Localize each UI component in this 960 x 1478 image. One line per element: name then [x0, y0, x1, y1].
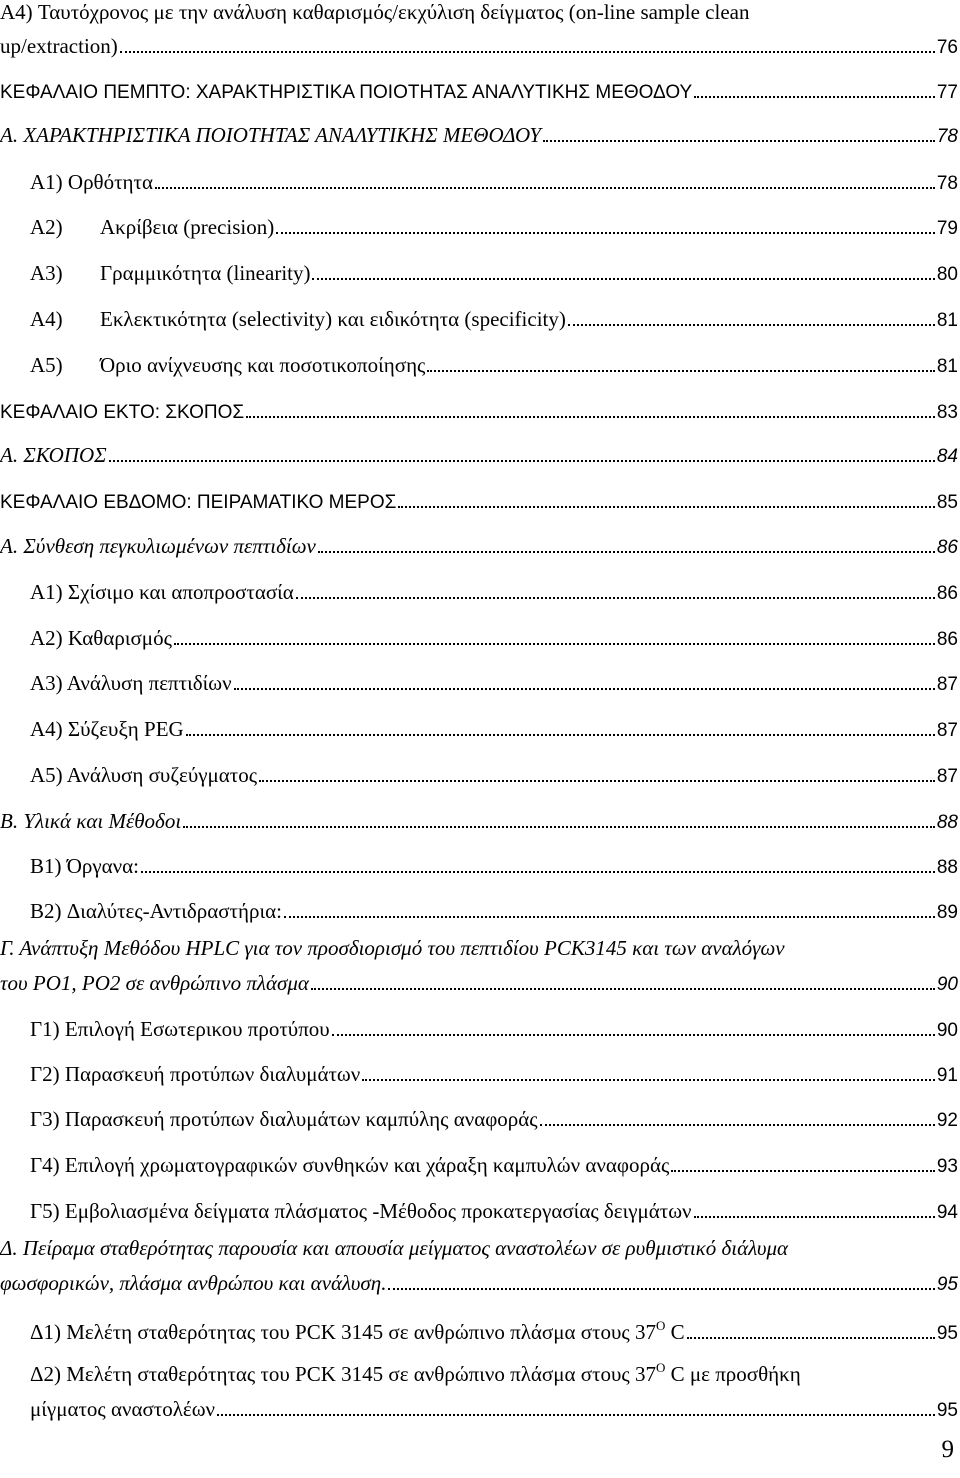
toc-page-number: 78: [936, 126, 958, 147]
toc-page-number: 87: [936, 766, 958, 787]
toc-entry-label: A2): [30, 215, 63, 239]
toc-page-number: 90: [936, 1020, 958, 1041]
dot-leader: [284, 916, 935, 918]
toc-entry-title: Γ5) Εμβολιασμένα δείγματα πλάσματος -Μέθοδος προκατεργασίας δειγμάτων: [30, 1199, 692, 1223]
toc-entry-title: Γ1) Επιλογή Εσωτερικου προτύπου: [30, 1017, 330, 1041]
toc-page-number: 86: [936, 583, 958, 604]
dot-leader: [276, 232, 935, 234]
toc-entry-title: Α. ΣΚΟΠΟΣ: [0, 443, 107, 467]
toc-entry[interactable]: [30, 1012, 958, 1042]
toc-entry-title: Γραμμικότητα (linearity): [100, 261, 311, 285]
toc-page-number: 78: [936, 173, 958, 194]
toc-entry-title: Α3) Ανάλυση πεπτιδίων: [30, 671, 232, 695]
dot-leader: [388, 1288, 934, 1290]
toc-page-number: 93: [936, 1156, 958, 1177]
toc-entry[interactable]: [0, 966, 958, 996]
toc-entry-line: A4) Ταυτόχρονος με την ανάλυση καθαρισμός/εκχύλιση δείγματος (on-line sample clean: [0, 0, 750, 24]
toc-page-number: 80: [936, 264, 958, 285]
toc-entry-label: A4): [30, 307, 63, 331]
dot-leader: [694, 1216, 935, 1218]
toc-page-number: 76: [936, 37, 958, 58]
toc-entry[interactable]: [30, 348, 958, 378]
toc-page-number: 91: [936, 1065, 958, 1086]
toc-entry-title: A1) Ορθότητα: [30, 170, 153, 194]
toc-entry[interactable]: [0, 29, 958, 59]
toc-entry[interactable]: [30, 1194, 958, 1224]
dot-leader: [120, 51, 935, 53]
toc-entry[interactable]: [30, 302, 958, 332]
toc-page-number: 89: [936, 902, 958, 923]
dot-leader: [234, 688, 935, 690]
toc-entry[interactable]: [30, 210, 958, 240]
toc-entry[interactable]: [30, 758, 958, 788]
dot-leader: [332, 1034, 935, 1036]
toc-entry-title-part: C: [665, 1320, 685, 1344]
toc-entry-title: B2) Διαλύτες-Αντιδραστήρια:: [30, 899, 282, 923]
dot-leader: [671, 1170, 935, 1172]
toc-entry[interactable]: [30, 575, 958, 605]
dot-leader: [155, 187, 935, 189]
dot-leader: [540, 1124, 935, 1126]
toc-entry-title: ΚΕΦΑΛΑΙΟ ΠΕΜΠΤΟ: ΧΑΡΑΚΤΗΡΙΣΤΙΚΑ ΠΟΙΟΤΗΤΑΣ ΑΝΑΛΥΤΙΚΗΣ ΜΕΘΟΔΟΥ: [0, 82, 693, 103]
toc-entry[interactable]: [0, 118, 958, 148]
toc-entry-title: ΚΕΦΑΛΑΙΟ ΕΚΤΟ: ΣΚΟΠΟΣ: [0, 402, 245, 423]
toc-entry-title: του PO1, PO2 σε ανθρώπινο πλάσμα: [0, 971, 309, 995]
toc-entry[interactable]: [30, 1148, 958, 1178]
toc-page-number: 92: [936, 1110, 958, 1131]
toc-page-number: 84: [936, 446, 958, 467]
toc-entry-title: A1) Σχίσιμο και αποπροστασία: [30, 580, 294, 604]
toc-page-number: 85: [936, 492, 958, 513]
toc-page-number: 95: [936, 1274, 958, 1295]
toc-entry[interactable]: [0, 1266, 958, 1296]
dot-leader: [296, 597, 935, 599]
toc-entry[interactable]: [30, 712, 958, 742]
toc-entry[interactable]: [30, 894, 958, 924]
toc-entry[interactable]: [30, 849, 958, 879]
toc-entry[interactable]: [30, 165, 958, 195]
toc-page-number: 83: [936, 402, 958, 423]
dot-leader: [312, 278, 934, 280]
toc-entry-line: Γ. Ανάπτυξη Μεθόδου HPLC για τον προσδιορισμό του πεπτιδίου PCK3145 και των αναλόγων: [0, 936, 785, 960]
toc-entry[interactable]: [30, 1057, 958, 1087]
toc-entry[interactable]: [30, 1392, 958, 1422]
toc-entry[interactable]: [0, 74, 958, 104]
toc-page-number: 86: [936, 537, 958, 558]
toc-entry[interactable]: [0, 394, 958, 424]
toc-entry[interactable]: [0, 484, 958, 514]
dot-leader: [318, 551, 935, 553]
toc-entry-title: μίγματος αναστολέων: [30, 1397, 216, 1421]
toc-entry-title: A. ΧΑΡΑΚΤΗΡΙΣΤΙΚΑ ΠΟΙΟΤΗΤΑΣ ΑΝΑΛΥΤΙΚΗΣ ΜΕΘΟΔΟΥ: [0, 123, 542, 147]
toc-entry-title-part: Δ2) Μελέτη σταθερότητας του PCK 3145 σε ανθρώπινο πλάσμα στους 37: [30, 1362, 656, 1386]
toc-entry-label: A5): [30, 353, 63, 377]
toc-entry-title: ΚΕΦΑΛΑΙΟ ΕΒΔΟΜΟ: ΠΕΙΡΑΜΑΤΙΚΟ ΜΕΡΟΣ: [0, 492, 397, 513]
toc-entry-title: Β. Υλικά και Μέθοδοι: [0, 809, 182, 833]
dot-leader: [398, 506, 935, 508]
dot-leader: [217, 1414, 935, 1416]
dot-leader: [259, 780, 935, 782]
toc-page-number: 86: [936, 629, 958, 650]
dot-leader: [568, 324, 935, 326]
toc-entry-title: Α2) Καθαρισμός: [30, 626, 172, 650]
toc-page-number: 81: [936, 356, 958, 377]
dot-leader: [141, 871, 935, 873]
toc-entry-title: up/extraction): [0, 34, 118, 58]
toc-page-number: 87: [936, 720, 958, 741]
toc-entry-title: Γ3) Παρασκευή προτύπων διαλυμάτων καμπύλης αναφοράς: [30, 1107, 538, 1131]
toc-entry[interactable]: [30, 621, 958, 651]
toc-page-number: 95: [936, 1400, 958, 1421]
toc-entry[interactable]: [0, 804, 958, 834]
dot-leader: [186, 734, 935, 736]
toc-page-number: 77: [936, 82, 958, 103]
dot-leader: [183, 826, 935, 828]
dot-leader: [311, 988, 935, 990]
toc-page-number: 95: [936, 1323, 958, 1344]
toc-entry[interactable]: [30, 1102, 958, 1132]
toc-page-number: 90: [936, 974, 958, 995]
toc-entry-title: Γ4) Επιλογή χρωματογραφικών συνθηκών και χάραξη καμπυλών αναφοράς: [30, 1153, 670, 1177]
page-number: 9: [941, 1436, 954, 1463]
toc-entry-title-part: Δ1) Μελέτη σταθερότητας του PCK 3145 σε ανθρώπινο πλάσμα στους 37: [30, 1320, 656, 1344]
dot-leader: [109, 460, 935, 462]
toc-page-number: 81: [936, 310, 958, 331]
toc-page-number: 88: [936, 812, 958, 833]
dot-leader: [687, 1337, 935, 1339]
toc-entry[interactable]: [30, 666, 958, 696]
dot-leader: [543, 140, 935, 142]
toc-entry-title: Γ2) Παρασκευή προτύπων διαλυμάτων: [30, 1062, 361, 1086]
toc-page-number: 79: [936, 218, 958, 239]
toc-entry-title: [30, 1320, 685, 1345]
toc-entry-title: Όριο ανίχνευσης και ποσοτικοποίησης: [100, 353, 426, 377]
toc-entry-title: Α. Σύνθεση πεγκυλιωμένων πεπτιδίων: [0, 534, 316, 558]
toc-entry-title: Εκλεκτικότητα (selectivity) και ειδικότητα (specificity): [100, 307, 566, 331]
dot-leader: [694, 96, 935, 98]
toc-entry-title: Α5) Ανάλυση συζεύγματος: [30, 763, 258, 787]
toc-page-number: 94: [936, 1202, 958, 1223]
dot-leader: [246, 416, 935, 418]
toc-page-number: 87: [936, 674, 958, 695]
toc-entry[interactable]: [0, 529, 958, 559]
dot-leader: [362, 1079, 935, 1081]
degree-superscript: O: [655, 1318, 666, 1333]
toc-entry-line: Δ. Πείραμα σταθερότητας παρουσία και απουσία μείγματος αναστολέων σε ρυθμιστικό διάλυμα: [0, 1236, 789, 1260]
toc-entry-label: A3): [30, 261, 63, 285]
toc-entry-title: B1) Όργανα:: [30, 854, 140, 878]
toc-entry[interactable]: [30, 256, 958, 286]
toc-entry-title: φωσφορικών, πλάσμα ανθρώπου και ανάλυση.: [0, 1271, 387, 1295]
toc-entry[interactable]: [0, 438, 958, 468]
dot-leader: [174, 643, 935, 645]
toc-page-number: 88: [936, 857, 958, 878]
toc-entry[interactable]: [30, 1315, 958, 1345]
toc-entry-title-part: C με προσθήκη: [665, 1362, 801, 1386]
degree-superscript: O: [655, 1360, 666, 1375]
toc-entry-title: Α4) Σύζευξη PEG: [30, 717, 184, 741]
toc-entry-title: Ακρίβεια (precision): [100, 215, 275, 239]
toc-entry-line: [30, 1362, 801, 1387]
dot-leader: [427, 370, 934, 372]
